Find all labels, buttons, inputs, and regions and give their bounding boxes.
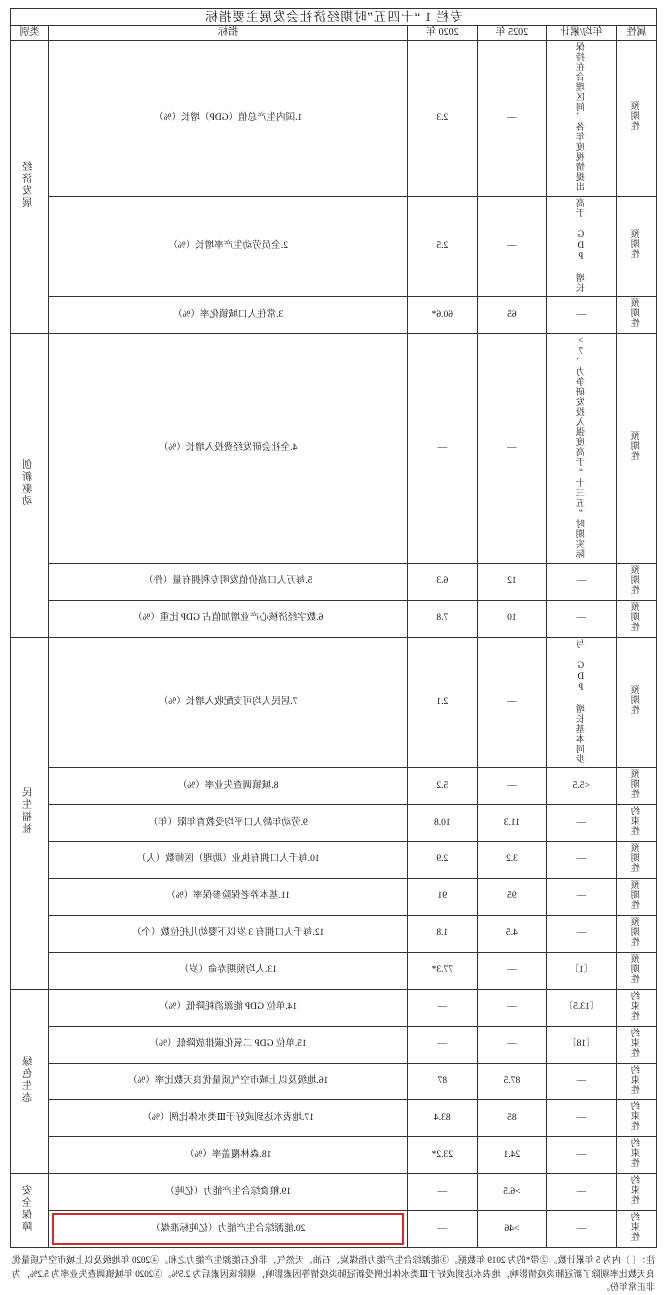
cell-indicator: 3.常住人口城镇化率（%） <box>49 297 408 334</box>
cell-cumulative: — <box>547 841 617 878</box>
cell-2025: 3.2 <box>477 841 547 878</box>
cell-cumulative: — <box>547 878 617 915</box>
cell-2020: 2.5 <box>408 196 478 297</box>
cell-attribute: 约束性 <box>616 1137 656 1174</box>
cell-attribute: 预期性 <box>616 297 656 334</box>
cell-2025: >46 <box>477 1211 547 1248</box>
cell-2025: — <box>477 334 547 564</box>
cell-indicator: 14.单位 GDP 能源消耗降低（%） <box>49 989 408 1026</box>
notes-text: 注：〔 〕内为 5 年累计数。②带*的为 2019 年数据。③能源综合生产能力指煤炭、石油、天然气、非化石能源生产能力之和。④2020 年地级及以上城市空气质量优良天数比率剔除了新冠肺炎疫情影响，地表水达到或好于Ⅲ类水体比例受新冠肺炎疫情等因素影响，剔除该因素后为 2.5%。⑤2020 年城镇调查失业率为 5.2%，为非正常年份。 <box>12 1255 655 1293</box>
cell-indicator: 13.人均预期寿命（岁） <box>49 952 408 989</box>
cell-attribute: 约束性 <box>616 1211 656 1248</box>
cell-2025: 11.3 <box>477 805 547 842</box>
cell-cumulative: — <box>547 600 617 637</box>
cell-attribute: 约束性 <box>616 1063 656 1100</box>
cell-indicator: 8.城镇调查失业率（%） <box>49 768 408 805</box>
cell-attribute: 约束性 <box>616 1174 656 1211</box>
table-row <box>11 1100 657 1137</box>
table-title: 专栏 1 “十四五”时期经济社会发展主要指标 <box>11 9 657 26</box>
cell-indicator: 12.每千人口拥有 3 岁以下婴幼儿托位数（个） <box>49 915 408 952</box>
cell-cumulative: — <box>547 805 617 842</box>
cell-cumulative: — <box>547 297 617 334</box>
cell-indicator: 11.基本养老保险参保率（%） <box>49 878 408 915</box>
cell-indicator-highlighted: 20.能源综合生产能力（亿吨标准煤） <box>49 1211 408 1248</box>
table-row <box>11 334 657 564</box>
cell-attribute: 约束性 <box>616 805 656 842</box>
cell-category-ecology: 绿色生态 <box>11 989 49 1174</box>
header-category: 类别 <box>11 26 49 41</box>
cell-2020: — <box>408 334 478 564</box>
cell-cumulative: >7、力争研发投入强度高于“十三五”时期实际 <box>547 334 617 564</box>
cell-indicator: 6.数字经济核心产业增加值占 GDP 比重（%） <box>49 600 408 637</box>
table-row <box>11 915 657 952</box>
cell-indicator: 4.全社会研发经费投入增长（%） <box>49 334 408 564</box>
cell-2020: 60.6* <box>408 297 478 334</box>
cell-cumulative: <5.5 <box>547 768 617 805</box>
cell-indicator: 17.地表水达到或好于Ⅲ类水体比例（%） <box>49 1100 408 1137</box>
cell-category-security: 安全保障 <box>11 1174 49 1248</box>
cell-indicator: 5.每万人口高价值发明专利拥有量（件） <box>49 563 408 600</box>
cell-2020: 91 <box>408 878 478 915</box>
table-row <box>11 952 657 989</box>
cell-attribute: 约束性 <box>616 1100 656 1137</box>
table-row <box>11 40 657 196</box>
cell-2020: 2.3 <box>408 40 478 196</box>
cell-2020: 23.2* <box>408 1137 478 1174</box>
cell-2020: 2.9 <box>408 841 478 878</box>
cell-2025: 24.1 <box>477 1137 547 1174</box>
cell-2025: 85 <box>477 1100 547 1137</box>
cell-2025: 65 <box>477 297 547 334</box>
cell-indicator: 2.全员劳动生产率增长（%） <box>49 196 408 297</box>
table-row <box>11 989 657 1026</box>
cell-cumulative: 〔1〕 <box>547 952 617 989</box>
cell-2020: 87 <box>408 1063 478 1100</box>
table-row <box>11 805 657 842</box>
cell-indicator: 7.居民人均可支配收入增长（%） <box>49 637 408 768</box>
cell-cumulative: 高于 GDP 增长 <box>547 196 617 297</box>
cell-cumulative: — <box>547 1137 617 1174</box>
cell-2020: 7.8 <box>408 600 478 637</box>
cell-2020: — <box>408 989 478 1026</box>
cell-cumulative: — <box>547 1100 617 1137</box>
cell-indicator: 16.地级及以上城市空气质量优良天数比率（%） <box>49 1063 408 1100</box>
cell-cumulative: — <box>547 563 617 600</box>
cell-2025: 4.5 <box>477 915 547 952</box>
cell-2025: — <box>477 952 547 989</box>
cell-category-innovation: 创新驱动 <box>11 334 49 637</box>
cell-2025: 95 <box>477 878 547 915</box>
cell-2020: 5.2 <box>408 768 478 805</box>
table-title-row <box>11 9 657 26</box>
table-row <box>11 1211 657 1248</box>
table-row <box>11 600 657 637</box>
cell-2020: 1.8 <box>408 915 478 952</box>
header-2025: 2025 年 <box>477 26 547 41</box>
cell-attribute: 预期性 <box>616 915 656 952</box>
header-attribute: 属性 <box>616 26 656 41</box>
cell-attribute: 预期性 <box>616 952 656 989</box>
header-2020: 2020 年 <box>408 26 478 41</box>
cell-2025: — <box>477 989 547 1026</box>
cell-cumulative: — <box>547 1211 617 1248</box>
cell-cumulative: — <box>547 1174 617 1211</box>
cell-attribute: 预期性 <box>616 600 656 637</box>
table-row <box>11 1026 657 1063</box>
cell-attribute: 约束性 <box>616 1026 656 1063</box>
main-table <box>10 8 657 1248</box>
cell-indicator: 1.国内生产总值（GDP）增长（%） <box>49 40 408 196</box>
cell-2020: — <box>408 1026 478 1063</box>
cell-indicator: 9.劳动年龄人口平均受教育年限（年） <box>49 805 408 842</box>
cell-category-livelihood: 民生福祉 <box>11 637 49 989</box>
cell-2020: 2.1 <box>408 637 478 768</box>
cell-attribute: 预期性 <box>616 334 656 564</box>
cell-2020: 83.4 <box>408 1100 478 1137</box>
cell-indicator: 18.森林覆盖率（%） <box>49 1137 408 1174</box>
cell-2025: — <box>477 1026 547 1063</box>
table-row <box>11 768 657 805</box>
cell-2025: — <box>477 768 547 805</box>
table-row <box>11 1174 657 1211</box>
cell-category-economy: 经济发展 <box>11 40 49 333</box>
cell-2020: — <box>408 1174 478 1211</box>
cell-attribute: 预期性 <box>616 196 656 297</box>
table-row <box>11 1063 657 1100</box>
cell-cumulative: 与 GDP 增长基本同步 <box>547 637 617 768</box>
cell-2025: — <box>477 637 547 768</box>
cell-attribute: 预期性 <box>616 841 656 878</box>
table-row <box>11 841 657 878</box>
table-row <box>11 563 657 600</box>
cell-indicator: 19.粮食综合生产能力（亿吨） <box>49 1174 408 1211</box>
cell-2025: 10 <box>477 600 547 637</box>
cell-2025: 87.5 <box>477 1063 547 1100</box>
cell-attribute: 约束性 <box>616 989 656 1026</box>
cell-cumulative: 〔18〕 <box>547 1026 617 1063</box>
cell-2020: 6.3 <box>408 563 478 600</box>
table-row <box>11 1137 657 1174</box>
cell-2025: >6.5 <box>477 1174 547 1211</box>
cell-cumulative: 保持在合理区间、各年度视情提出 <box>547 40 617 196</box>
cell-attribute: 预期性 <box>616 40 656 196</box>
cell-indicator: 10.每千人口拥有执业（助理）医师数（人） <box>49 841 408 878</box>
cell-attribute: 预期性 <box>616 768 656 805</box>
cell-2020: 77.3* <box>408 952 478 989</box>
cell-attribute: 预期性 <box>616 878 656 915</box>
cell-2025: — <box>477 40 547 196</box>
table-row <box>11 637 657 768</box>
cell-2020: 10.8 <box>408 805 478 842</box>
cell-attribute: 预期性 <box>616 637 656 768</box>
cell-cumulative: — <box>547 1063 617 1100</box>
table-row <box>11 297 657 334</box>
table-header-row <box>11 26 657 41</box>
cell-attribute: 预期性 <box>616 563 656 600</box>
header-cumulative: 年均/累计 <box>547 26 617 41</box>
table-notes <box>10 1254 657 1295</box>
header-indicator: 指标 <box>49 26 408 41</box>
cell-indicator: 15.单位 GDP 二氧化碳排放降低（%） <box>49 1026 408 1063</box>
cell-2025: — <box>477 196 547 297</box>
table-row <box>11 878 657 915</box>
cell-cumulative: — <box>547 915 617 952</box>
cell-2025: 12 <box>477 563 547 600</box>
cell-cumulative: 〔13.5〕 <box>547 989 617 1026</box>
cell-2020: — <box>408 1211 478 1248</box>
table-row <box>11 196 657 297</box>
